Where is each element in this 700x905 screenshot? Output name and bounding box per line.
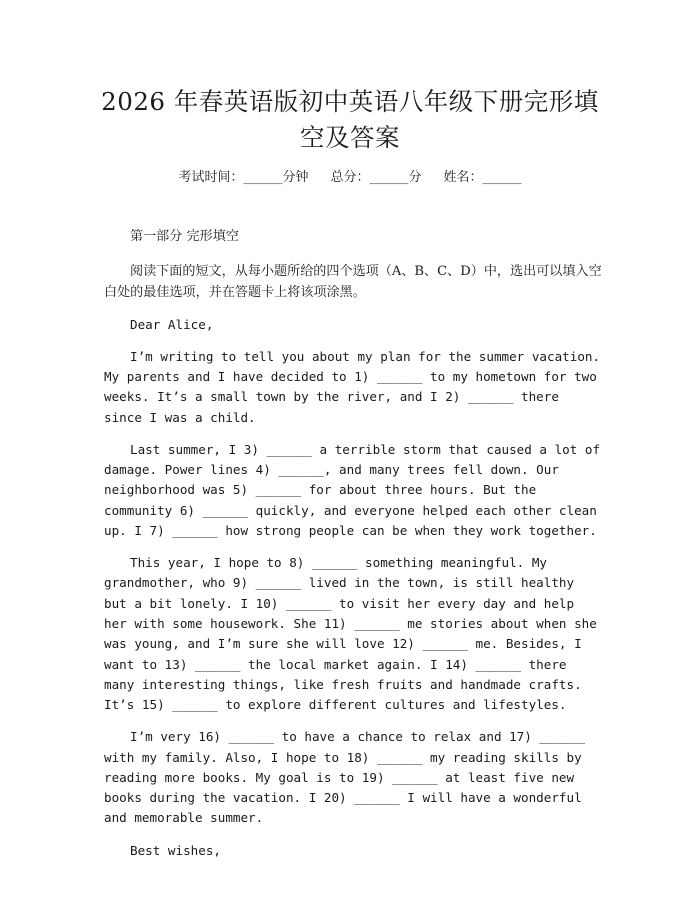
instructions: 阅读下面的短文，从每小题所给的四个选项（A、B、C、D）中，选出可以填入空白处的最佳选项，并在答题卡上将该项涂黑。 <box>104 264 602 300</box>
letter-closing: Best wishes, <box>130 842 221 858</box>
student-name: 姓名：______ <box>443 170 522 185</box>
letter-paragraph-1: I’m writing to tell you about my plan for the summer vacation. My parents and I have decided to 1) ______ to my hometown for two weeks. It’s a small town by the river, and I 2) ______ there since I was a child. <box>104 348 601 425</box>
letter-greeting: Dear Alice, <box>130 316 214 332</box>
title-line-1: 2026 年春英语版初中英语八年级下册完形填 <box>101 87 599 116</box>
document-body <box>104 227 604 873</box>
letter-paragraph-4: I’m very 16) ______ to have a chance to relax and 17) ______ with my family. Also, I hope to 18) ______ my reading skills by reading more books. My goal is to 19) ______ at least five new books during the vacation. I 20) ______ I will have a wonderful and memorable summer. <box>104 729 585 826</box>
total-score: 总分：______分 <box>330 170 422 185</box>
title-line-2: 空及答案 <box>300 123 400 152</box>
letter-paragraph-2: Last summer, I 3) ______ a terrible storm that caused a lot of damage. Power lines 4) ______, and many trees fell down. Our neighborhood was 5) ______ for about three hours. But the community 6) ______ quickly, and everyone helped each other clean up. I 7) ______ how strong people can be when they work together. <box>104 441 601 538</box>
page-title <box>80 84 620 156</box>
letter-paragraph-3: This year, I hope to 8) ______ something meaningful. My grandmother, who 9) ______ lived in the town, is still healthy but a bit lonely. I 10) ______ to visit her every day and help her with some housework. She 11) ______ me stories about when she was young, and I’m sure she will love 12) ______ me. Besides, I want to 13) ______ the local market again. I 14) ______ there many interesting things, like fresh fruits and handmade crafts. It’s 15) ______ to explore different cultures and lifestyles. <box>104 555 597 713</box>
section-title: 第一部分 完形填空 <box>130 229 239 244</box>
exam-meta <box>0 169 700 187</box>
exam-time: 考试时间：______分钟 <box>178 170 309 185</box>
